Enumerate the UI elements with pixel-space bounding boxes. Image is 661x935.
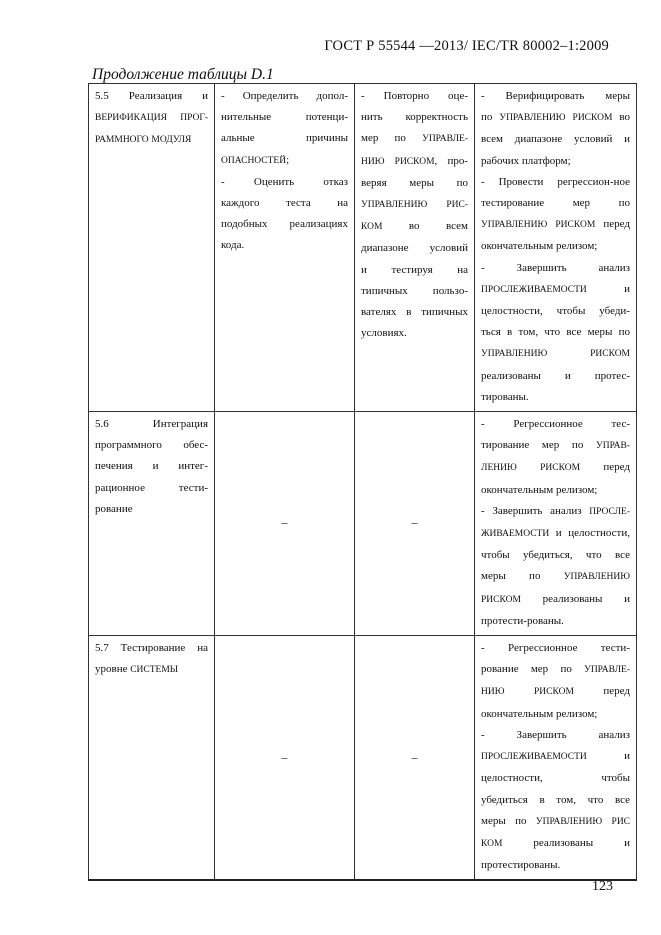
cell-line: ЛЕНИЮ РИСКОМ перед bbox=[481, 461, 630, 474]
cell-line: окончательным релизом; bbox=[481, 707, 598, 720]
table-caption: Продолжение таблицы D.1 bbox=[92, 66, 274, 83]
cell-line: 5.6 Интеграция bbox=[95, 418, 208, 431]
page-number: 123 bbox=[592, 879, 613, 894]
cell-line: чтобы убедиться, что все bbox=[481, 549, 630, 562]
cell-line: 5.5 Реализация и bbox=[95, 90, 208, 102]
cell-line: печения и интег- bbox=[95, 460, 208, 473]
cell-line: - Регрессионное тести- bbox=[481, 642, 630, 655]
cell-line: ВЕРИФИКАЦИЯ ПРОГ- bbox=[95, 113, 208, 124]
cell-line: убедиться в том, что все bbox=[481, 793, 630, 806]
cell-line: ЖИВАЕМОСТИ и целостности, bbox=[481, 527, 630, 540]
cell-line: протестированы. bbox=[481, 859, 561, 872]
risk-control-cell bbox=[475, 636, 637, 881]
cell-line: ОПАСНОСТЕЙ; bbox=[221, 153, 290, 166]
cell-line: УПРАВЛЕНИЮ РИСКОМ bbox=[481, 349, 630, 360]
cell-line: - Завершить анализ ПРОСЛЕ- bbox=[481, 504, 630, 517]
cell-line: - Определить допол- bbox=[221, 90, 348, 102]
cell-line: протести-рованы. bbox=[481, 614, 564, 627]
cell-line: РИСКОМ реализованы и bbox=[481, 592, 630, 605]
cell-line: вателях в типичных bbox=[361, 306, 468, 319]
cell-line: НИЮ РИСКОМ, про- bbox=[361, 154, 468, 167]
stage-cell bbox=[89, 84, 215, 412]
cell-line: - Регрессионное тес- bbox=[481, 418, 630, 431]
table-row bbox=[89, 84, 637, 412]
cell-line: 5.7 Тестирование на bbox=[95, 642, 208, 655]
cell-line: тированы. bbox=[481, 390, 529, 403]
cell-line: мер по УПРАВЛЕ- bbox=[361, 132, 468, 145]
cell-line: диапазоне условий bbox=[361, 242, 468, 255]
cell-line: тестирование мер по bbox=[481, 197, 630, 210]
cell-line: ПРОСЛЕЖИВАЕМОСТИ и bbox=[481, 750, 630, 763]
cell-line: и тестируя на bbox=[361, 263, 468, 276]
stage-cell bbox=[89, 412, 215, 636]
cell-line: ться в том, что все меры по bbox=[481, 326, 630, 339]
cell-line: реализованы и протес- bbox=[481, 369, 630, 382]
cell-line: по УПРАВЛЕНИЮ РИСКОМ во bbox=[481, 111, 630, 124]
cell-line: целостности, чтобы убеди- bbox=[481, 305, 630, 318]
cell-line: окончательным релизом; bbox=[481, 240, 598, 253]
cell-line: нительные потенци- bbox=[221, 111, 348, 124]
risk-control-cell bbox=[475, 84, 637, 412]
cell-line: РАММНОГО МОДУЛЯ bbox=[95, 135, 192, 146]
cell-line: - Завершить анализ bbox=[481, 728, 630, 741]
cell-line: альные причины bbox=[221, 132, 348, 145]
cell-line: рабочих платформ; bbox=[481, 154, 571, 167]
empty-dash-cell: – bbox=[215, 636, 355, 881]
cell-line: окончательным релизом; bbox=[481, 483, 598, 496]
empty-dash-cell: – bbox=[355, 636, 475, 881]
cell-line: тирование мер по УПРАВ- bbox=[481, 439, 630, 452]
cell-line: - Оценить отказ bbox=[221, 175, 348, 188]
cell-line: подобных реализациях bbox=[221, 218, 348, 231]
continuation-table bbox=[88, 83, 637, 881]
cell-line: меры по УПРАВЛЕНИЮ bbox=[481, 570, 630, 583]
stage-cell bbox=[89, 636, 215, 881]
cell-line: КОМ реализованы и bbox=[481, 836, 630, 849]
document-header: ГОСТ Р 55544 —2013/ IEC/TR 80002–1:2009 bbox=[324, 38, 609, 54]
cell-line: УПРАВЛЕНИЮ РИСКОМ перед bbox=[481, 218, 630, 231]
cell-line: НИЮ РИСКОМ перед bbox=[481, 685, 630, 698]
activity-cell bbox=[215, 84, 355, 412]
cell-line: уровне СИСТЕМЫ bbox=[95, 663, 179, 676]
cell-line: программного обес- bbox=[95, 439, 208, 452]
cell-line: КОМ во всем bbox=[361, 220, 468, 233]
table-row bbox=[89, 412, 637, 636]
cell-line: УПРАВЛЕНИЮ РИС- bbox=[361, 200, 468, 211]
cell-line: типичных пользо- bbox=[361, 284, 468, 297]
cell-line: - Завершить анализ bbox=[481, 261, 630, 274]
cell-line: рование bbox=[95, 502, 133, 515]
cell-line: всем диапазоне условий и bbox=[481, 133, 630, 146]
cell-line: кода. bbox=[221, 239, 245, 252]
cell-line: рование мер по УПРАВЛЕ- bbox=[481, 663, 630, 676]
cell-line: условиях. bbox=[361, 327, 407, 340]
validation-cell bbox=[355, 84, 475, 412]
cell-line: целостности, чтобы bbox=[481, 772, 630, 785]
cell-line: - Верифицировать меры bbox=[481, 90, 630, 102]
cell-line: веряя меры по bbox=[361, 176, 468, 189]
empty-dash-cell: – bbox=[215, 412, 355, 636]
risk-control-cell bbox=[475, 412, 637, 636]
cell-line: ПРОСЛЕЖИВАЕМОСТИ и bbox=[481, 282, 630, 295]
cell-line: - Повторно оце- bbox=[361, 90, 468, 102]
cell-line: рационное тести- bbox=[95, 481, 208, 494]
cell-line: - Провести регрессион-ное bbox=[481, 175, 630, 188]
cell-line: каждого теста на bbox=[221, 197, 348, 210]
table-row bbox=[89, 636, 637, 881]
cell-line: меры по УПРАВЛЕНИЮ РИС bbox=[481, 814, 630, 827]
cell-line: нить корректность bbox=[361, 111, 468, 124]
empty-dash-cell: – bbox=[355, 412, 475, 636]
